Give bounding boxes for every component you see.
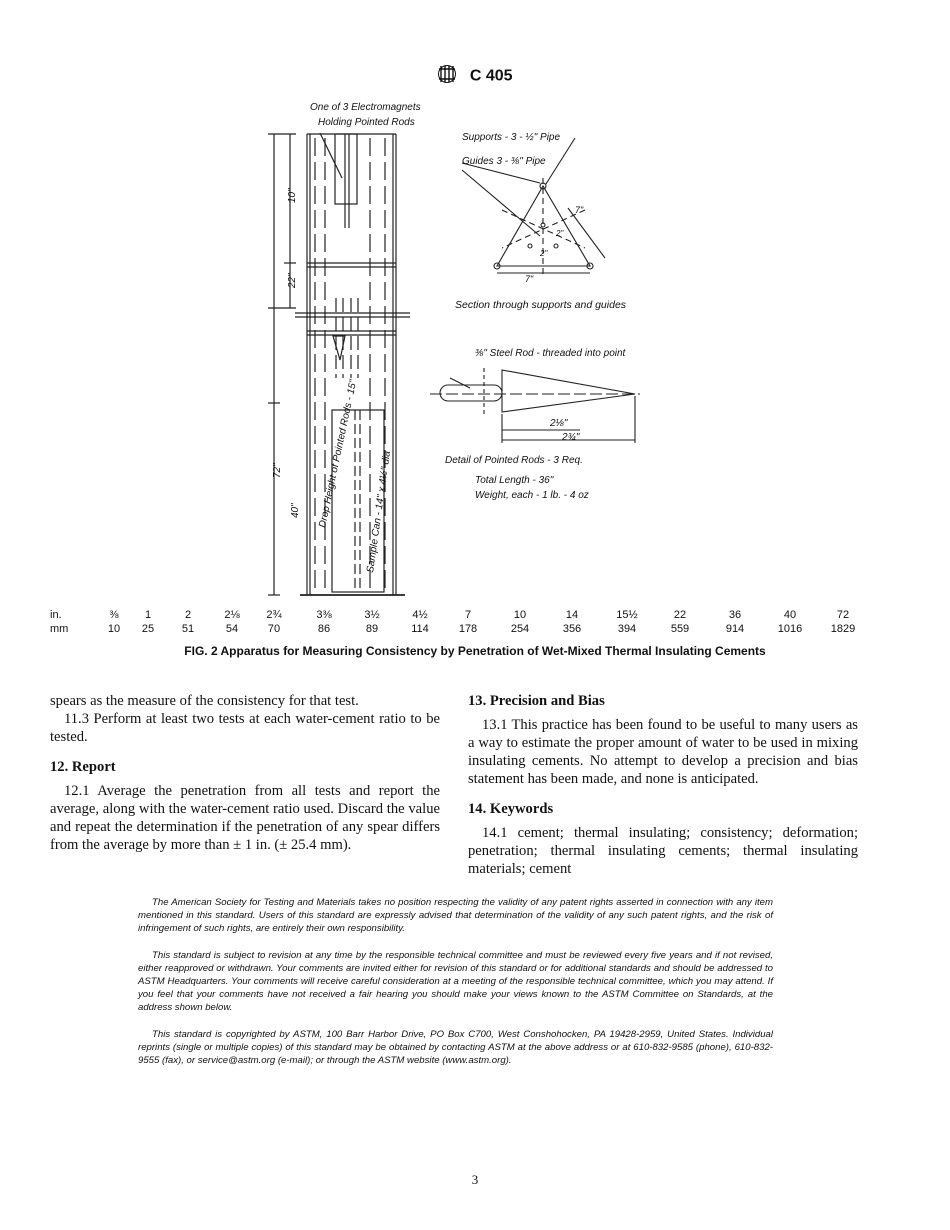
- conversion-mm-value: 51: [181, 623, 195, 635]
- label-drop-height: Drop Height of Pointed Rods - 15": [317, 378, 360, 529]
- conversion-mm-value: 559: [670, 623, 690, 635]
- conversion-mm-value: 178: [458, 623, 478, 635]
- conversion-mm-value: 914: [725, 623, 745, 635]
- notice-copyright: This standard is copyrighted by ASTM, 100 Barr Harbor Drive, PO Box C700, West Conshohocken, PA 19428-2959, United States. Individual reprints (single or multiple copies) of this standard may be obtained by contacting ASTM at the above address or at 610-832-9585 (phone), 610-832-9555 (fax), or service@astm.org (e-mail); or through the ASTM website (www.astm.org).: [138, 1029, 773, 1066]
- label-dim-2-1-8: 2⅛": [550, 418, 568, 429]
- conversion-mm-value: 89: [365, 623, 379, 635]
- label-electromagnets-2: Holding Pointed Rods: [318, 117, 415, 128]
- label-dim-22: 22": [287, 273, 298, 288]
- pointed-rod-detail: [430, 368, 640, 443]
- conversion-mm-value: 356: [562, 623, 582, 635]
- apparatus-figure: [250, 98, 670, 598]
- label-dim-2-diag: 2": [556, 229, 564, 238]
- label-section: Section through supports and guides: [455, 299, 627, 311]
- page-header: [0, 64, 950, 89]
- right-column: [468, 692, 858, 878]
- conversion-in-value: 3½: [364, 609, 380, 621]
- conversion-in-value: 36: [728, 609, 742, 621]
- label-electromagnets-1: One of 3 Electromagnets: [310, 102, 421, 113]
- label-guides: Guides 3 - ⅜" Pipe: [462, 156, 546, 167]
- legal-notices: [138, 896, 773, 1081]
- conversion-mm-value: 254: [510, 623, 530, 635]
- conversion-in-value: 40: [783, 609, 797, 621]
- page-number: 3: [471, 1172, 479, 1187]
- label-dim-2-3-4: 2¾": [562, 432, 580, 443]
- conversion-in-value: 15½: [616, 609, 638, 621]
- notice-patent: The American Society for Testing and Materials takes no position respecting the validity of any patent rights asserted in connection with any item mentioned in this standard. Users of this standard are expressly advised that determination of the validity of any such patent rights, and the risk of infringement of such rights, are entirely their own responsibility.: [138, 897, 773, 934]
- standard-designation: C 405: [469, 67, 513, 85]
- conversion-in-value: 22: [673, 609, 687, 621]
- label-dim-72: 72": [272, 463, 283, 478]
- label-dim-7-side: 7": [575, 205, 584, 215]
- conversion-mm-value: 1016: [777, 623, 803, 635]
- conversion-in-value: 3⅜: [316, 609, 332, 621]
- label-detail: Detail of Pointed Rods - 3 Req.: [445, 455, 583, 466]
- conversion-mm-value: 86: [317, 623, 331, 635]
- paragraph-11-3: 11.3 Perform at least two tests at each water-cement ratio to be tested.: [50, 711, 440, 745]
- conversion-in-value: 1: [144, 609, 152, 621]
- unit-label-mm: mm: [50, 623, 69, 635]
- conversion-in-value: 72: [836, 609, 850, 621]
- left-column: [50, 692, 440, 854]
- figure-caption: FIG. 2 Apparatus for Measuring Consistency by Penetration of Wet-Mixed Thermal Insulating Cements: [184, 644, 766, 658]
- notice-revision: This standard is subject to revision at any time by the responsible technical committee and must be reviewed every five years and if not revised, either reapproved or withdrawn. Your comments are invited either for revision of this standard or for additional standards and should be addressed to ASTM Headquarters. Your comments will receive careful consideration at a meeting of the responsible technical committee, which you may attend. If you feel that your comments have not received a fair hearing you should make your views known to the ASTM Committee on Standards, at the address shown below.: [138, 950, 773, 1013]
- section-heading-precision-bias: 13. Precision and Bias: [468, 693, 605, 709]
- label-total-length: Total Length - 36": [475, 475, 554, 486]
- conversion-in-value: 4½: [412, 609, 428, 621]
- conversion-in-value: ⅜: [109, 609, 119, 621]
- conversion-row-mm: [50, 623, 910, 637]
- conversion-row-inches: [50, 609, 910, 623]
- conversion-in-value: 2⅛: [224, 609, 240, 621]
- paragraph-12-1: 12.1 Average the penetration from all tests and report the average, along with the water-cement ratio used. Discard the value and repeat the determination if the penetration of any spear differs from the average by more than ± 1 in. (± 25.4 mm).: [50, 783, 440, 853]
- astm-logo-icon: [437, 64, 459, 89]
- conversion-mm-value: 1829: [830, 623, 856, 635]
- conversion-in-value: 7: [464, 609, 472, 621]
- conversion-mm-value: 394: [617, 623, 637, 635]
- label-supports: Supports - 3 - ½" Pipe: [462, 132, 561, 143]
- conversion-mm-value: 114: [411, 623, 429, 635]
- conversion-in-value: 2¾: [266, 609, 282, 621]
- conversion-in-value: 10: [513, 609, 527, 621]
- paragraph-14-1: 14.1 cement; thermal insulating; consistency; deformation; penetration; thermal insulating cements; thermal insulating materials; cement: [468, 825, 858, 877]
- label-weight: Weight, each - 1 lb. - 4 oz: [475, 490, 589, 501]
- conversion-mm-value: 10: [107, 623, 121, 635]
- conversion-mm-value: 54: [225, 623, 239, 635]
- label-sample-can: Sample Can - 14" x 4½" dia: [365, 450, 394, 574]
- paragraph-13-1: 13.1 This practice has been found to be useful to many users as a way to estimate the proper amount of water to be used in mixing insulating cements. No attempt to develop a precision and bias statement has been made, and none is anticipated.: [468, 717, 858, 787]
- conversion-mm-value: 70: [267, 623, 281, 635]
- label-dim-7-bottom: 7": [525, 274, 534, 284]
- conversion-in-value: 2: [184, 609, 192, 621]
- label-dim-10: 10": [287, 188, 298, 203]
- section-heading-report: 12. Report: [50, 759, 116, 775]
- label-steel-rod: ⅜" Steel Rod - threaded into point: [475, 348, 626, 359]
- paragraph-continued: spears as the measure of the consistency for that test.: [50, 693, 359, 709]
- unit-label-in: in.: [50, 609, 62, 621]
- conversion-in-value: 14: [565, 609, 579, 621]
- label-dim-2: 2": [540, 249, 548, 258]
- unit-conversion-table: [50, 609, 910, 637]
- section-heading-keywords: 14. Keywords: [468, 801, 554, 817]
- conversion-mm-value: 25: [141, 623, 155, 635]
- label-dim-40: 40": [290, 503, 301, 518]
